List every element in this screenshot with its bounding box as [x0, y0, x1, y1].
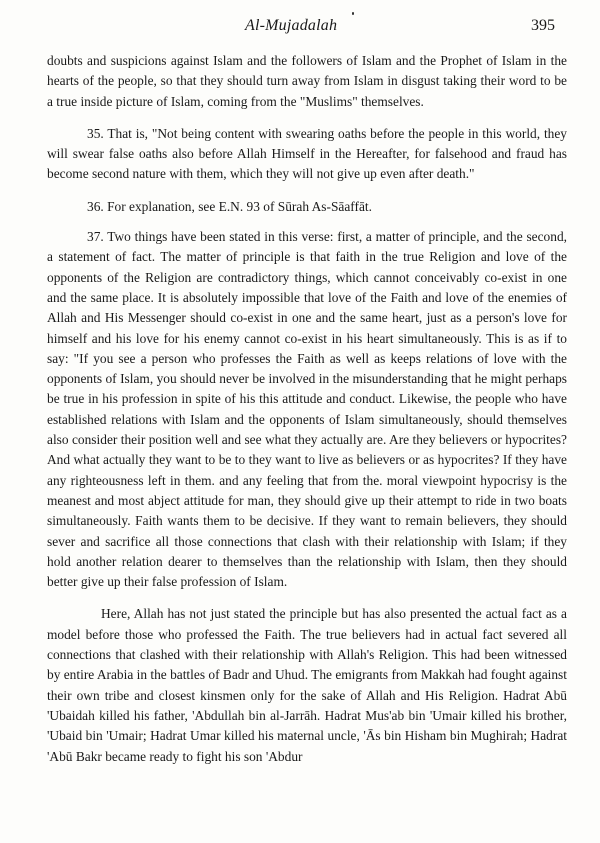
note-37: 37. Two things have been stated in this verse: first, a matter of principle, and the second, a statement of fact. The matter of principle is that faith in the true Religion and love of the opponents of the Religion are contradictory things, which cannot conceivably co-exist in one and the same place. It is absolutely impossible that love of the Faith and love of the enemies of Allah and His Messenger should co-exist in one and the same heart, just as a person's love for himself and his love for his enemy cannot co-exist in his heart simultaneously. This is as if to say: "If you see a person who professes the Faith as well as keeps relations of love with the opponents of Islam, you should never be involved in the misunderstanding that he might perhaps be true in his profession in spite of his this attitude and conduct. Likewise, the people who have established relations with Islam and the opponents of Islam simultaneously, should themselves also consider their position well and see what they actually are. Are they believers or hypocrites? And what actually they want to be to they want to live as believers or as hypocrites? If they have any righteousness left in them. and any feeling that from the. moral viewpoint hypocrisy is the meanest and most abject attitude for man, they should give up their attempt to ride in two boats simultaneously. Faith wants them to be decisive. If they want to remain believers, they should sever and sacrifice all those connections that clash with their relationship with Islam; if they hold another relation dearer to themselves than the relationship with Islam, then they should better give up their false profession of Islam.	[47, 229, 567, 590]
page-number: 395	[531, 17, 555, 34]
body-text	[47, 51, 567, 767]
note-35: 35. That is, "Not being content with swearing oaths before the people in this world, they will swear false oaths also before Allah Himself in the Hereafter, for falsehood and fraud has become second nature with them, which they will not give up even after death."	[47, 125, 567, 182]
running-title: Al-Mujadalah	[245, 17, 338, 34]
running-header	[0, 17, 600, 41]
paragraph-continuation: doubts and suspicions against Islam and the followers of Islam and the Prophet of Islam in the hearts of the people, so that they should turn away from Islam in disgust taking their word to be a true inside picture of Islam, coming from the "Muslims" themselves.	[47, 53, 567, 109]
note-36: 36. For explanation, see E.N. 93 of Sūrah As-Sāaffāt.	[87, 198, 372, 214]
print-speck	[352, 12, 354, 15]
paragraph-here-allah: Here, Allah has not just stated the principle but has also presented the actual fact as a model before those who professed the Faith. The true believers had in actual fact severed all connections that clashed with their relationship with Allah's Religion. This had been witnessed by entire Arabia in the battles of Badr and Uhud. The emigrants from Makkah had fought against their own tribe and closest kinsmen only for the sake of Allah and His Religion. Hadrat Abū 'Ubaidah killed his father, 'Abdullah bin al-Jarrāh. Hadrat Mus'ab bin 'Umair killed his brother, 'Ubaid bin 'Umair; Hadrat Umar killed his maternal uncle, 'Ās bin Hisham bin Mughirah; Hadrat 'Abū Bakr became ready to fight his son 'Abdur	[47, 606, 567, 764]
